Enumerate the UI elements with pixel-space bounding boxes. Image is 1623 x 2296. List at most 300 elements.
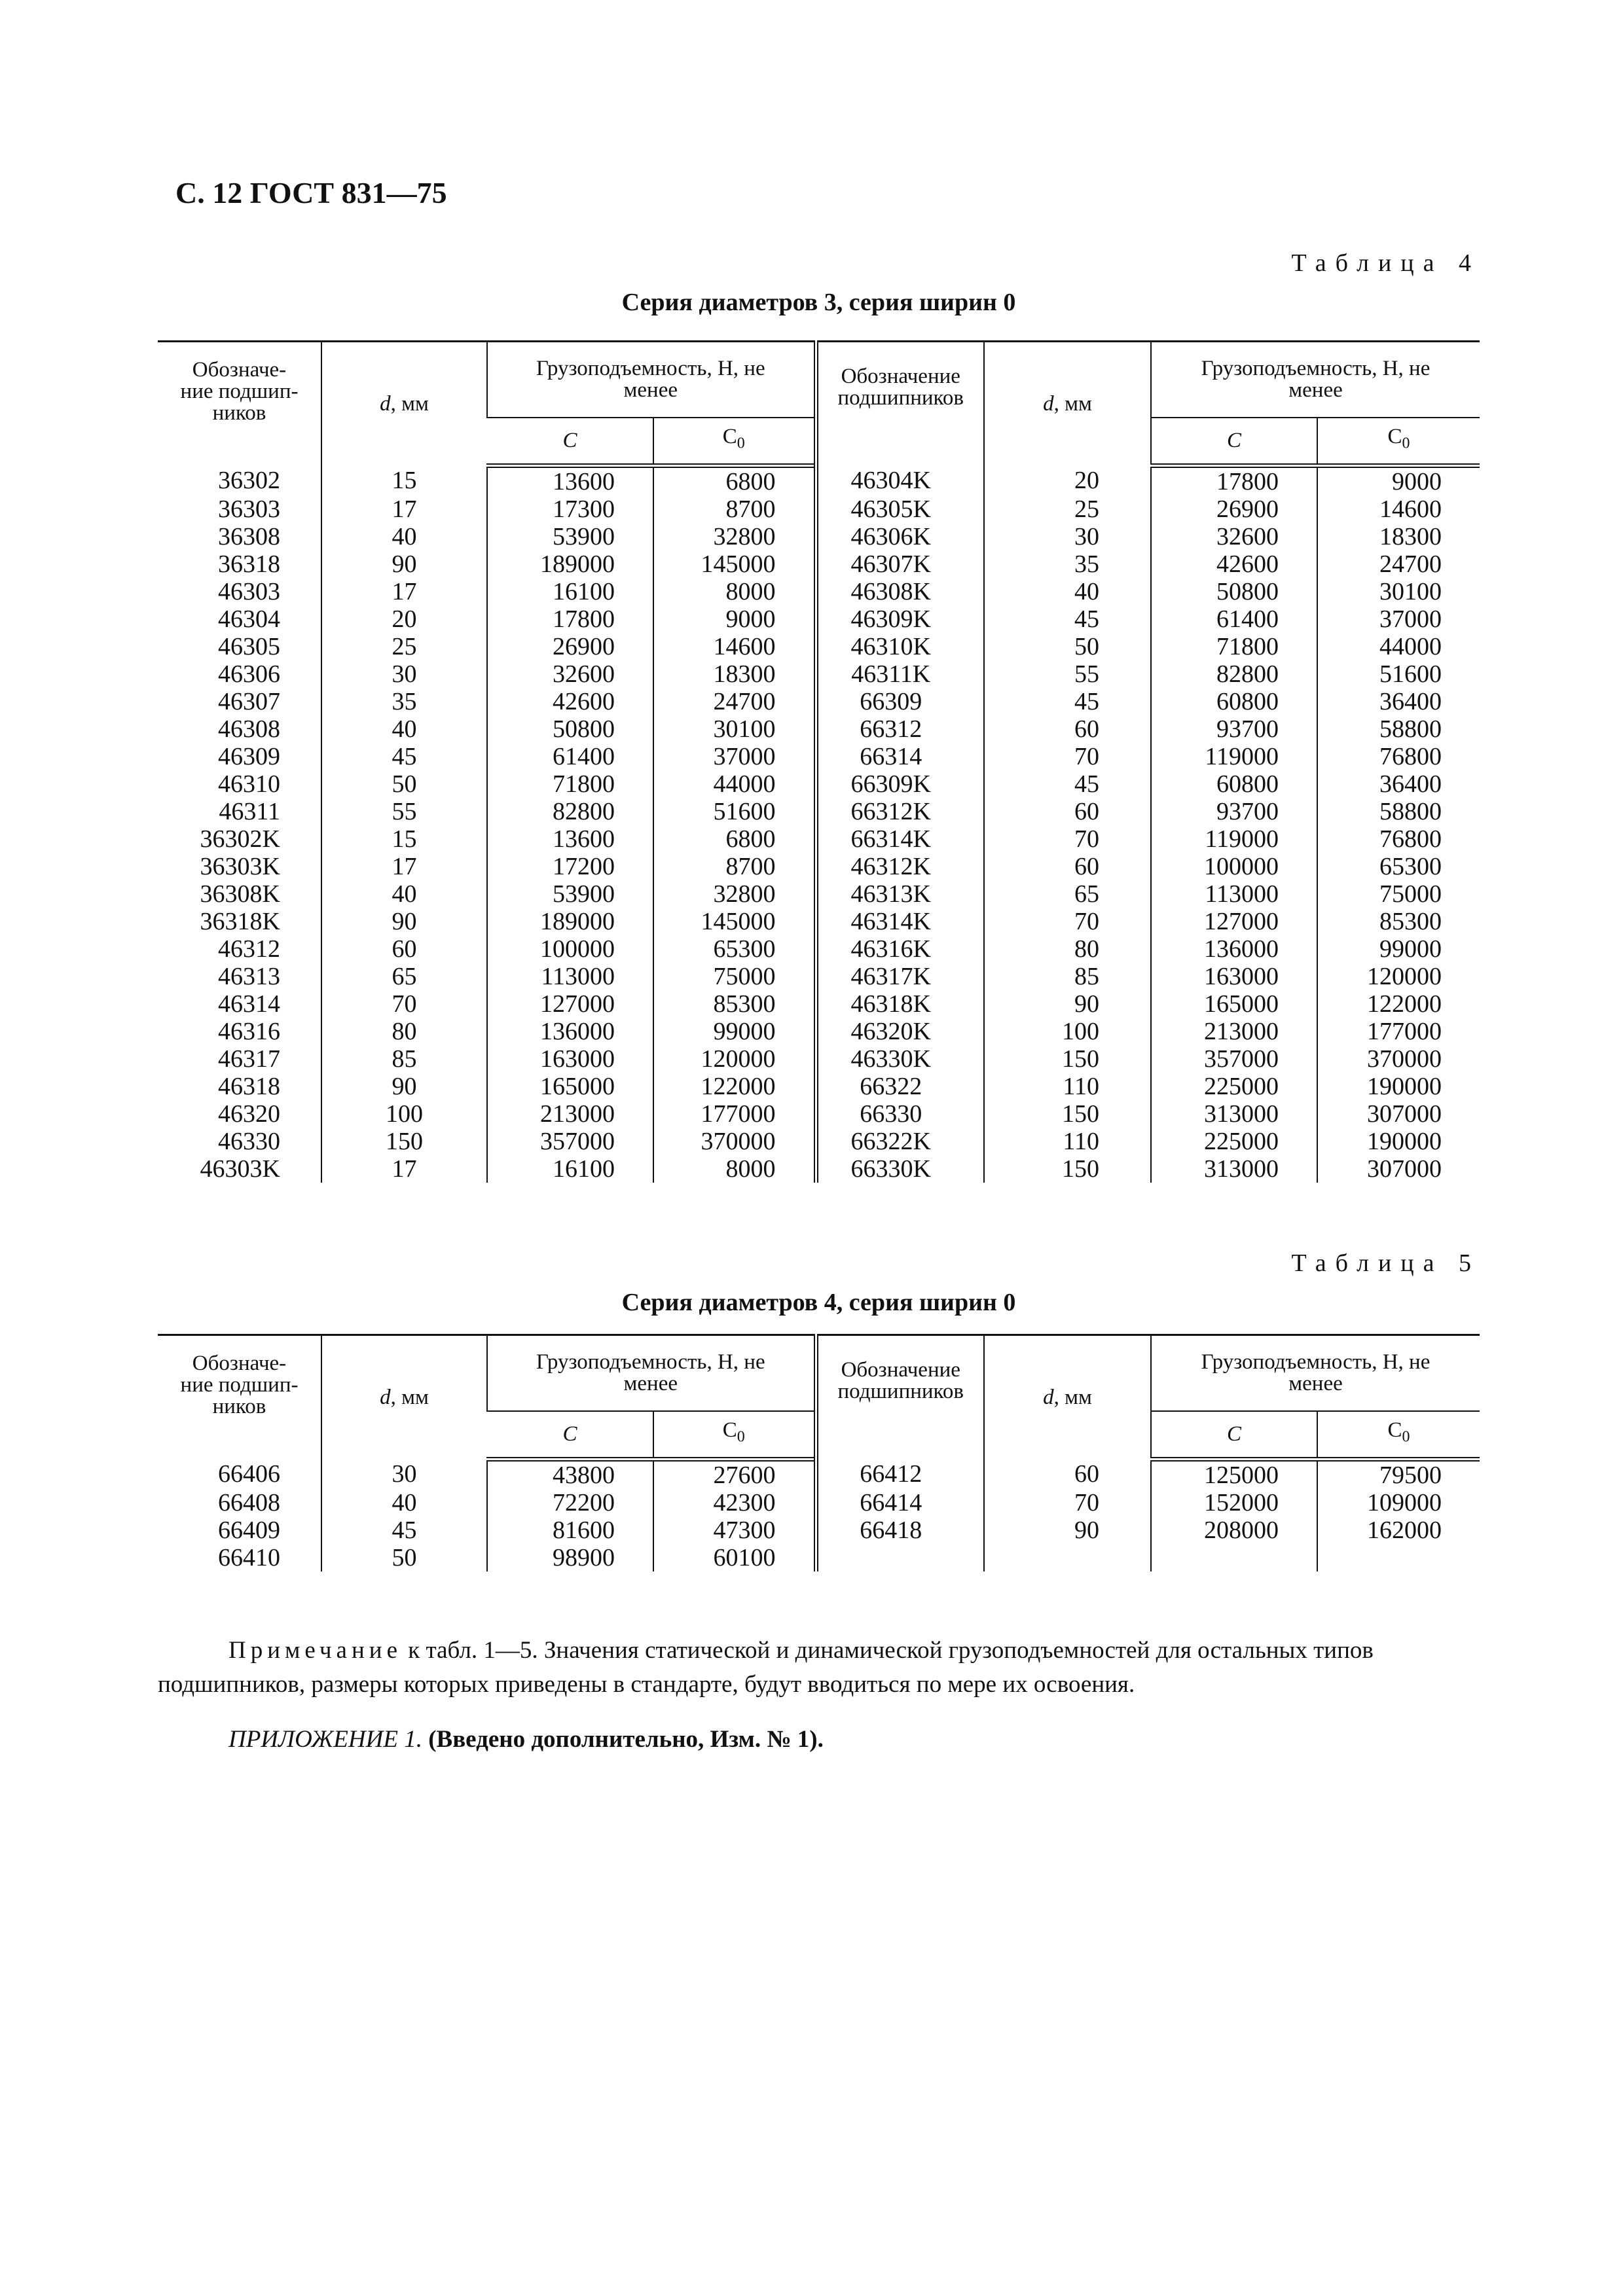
designation-cell: 66309 [816, 688, 984, 715]
d-cell: 80 [321, 1018, 487, 1045]
d-cell [984, 1544, 1151, 1571]
table-row [158, 963, 1480, 990]
designation-cell: 46309 [218, 743, 280, 770]
table4 [158, 340, 1480, 1183]
table-row [158, 1155, 1480, 1183]
note-lead: Примечание [228, 1637, 402, 1664]
designation-cell: 46318 [218, 1073, 280, 1100]
c0-cell: 36400 [1317, 688, 1480, 715]
header-c0 [1317, 1411, 1480, 1460]
header-capacity [487, 342, 816, 418]
d-symbol: d [380, 391, 391, 416]
c0-cell: 8000 [653, 1155, 816, 1183]
d-cell: 30 [984, 523, 1151, 550]
c-cell: 136000 [487, 1018, 653, 1045]
c0-header: C [722, 1418, 737, 1443]
c-cell: 32600 [487, 660, 653, 688]
c-cell: 127000 [1151, 908, 1317, 935]
table-row [158, 935, 1480, 963]
d-unit: , мм [1053, 1385, 1092, 1409]
header-capacity [487, 1335, 816, 1411]
header-c0 [1317, 418, 1480, 466]
d-cell: 90 [321, 1073, 487, 1100]
d-cell: 60 [321, 935, 487, 963]
c0-cell: 6800 [653, 825, 816, 853]
c0-cell: 75000 [1317, 880, 1480, 908]
designation-cell: 46316 [218, 1018, 280, 1045]
table-row [158, 880, 1480, 908]
d-cell: 45 [321, 743, 487, 770]
c-cell: 127000 [487, 990, 653, 1018]
c-cell: 93700 [1151, 798, 1317, 825]
header-c0 [653, 418, 816, 466]
c-cell: 26900 [1151, 495, 1317, 523]
c0-cell: 162000 [1317, 1516, 1480, 1544]
table-row [158, 715, 1480, 743]
c0-cell: 177000 [653, 1100, 816, 1128]
designation-cell: 46304 [218, 605, 280, 633]
designation-cell: 46305 [218, 633, 280, 660]
c-cell: 213000 [1151, 1018, 1317, 1045]
c0-cell: 6800 [653, 466, 816, 496]
c0-cell: 42300 [653, 1489, 816, 1516]
designation-cell: 46318K [816, 990, 984, 1018]
c-cell: 72200 [487, 1489, 653, 1516]
c0-cell: 120000 [1317, 963, 1480, 990]
d-cell: 50 [984, 633, 1151, 660]
c-cell: 119000 [1151, 743, 1317, 770]
c-cell: 50800 [1151, 578, 1317, 605]
c0-cell: 18300 [653, 660, 816, 688]
designation-cell: 66322 [816, 1073, 984, 1100]
designation-cell: 66330 [816, 1100, 984, 1128]
capacity-line: Грузоподъемность, Н, не [536, 356, 765, 380]
note [158, 1634, 1480, 1702]
designation-cell: 66418 [816, 1516, 984, 1544]
designation-left-line: ние подшип- [180, 380, 299, 403]
d-cell: 90 [321, 550, 487, 578]
d-cell: 17 [321, 1155, 487, 1183]
c-cell: 189000 [487, 908, 653, 935]
c0-cell: 85300 [1317, 908, 1480, 935]
designation-cell: 66312K [816, 798, 984, 825]
c-header: C [1226, 428, 1241, 452]
table-row [158, 1544, 1480, 1571]
c0-cell: 24700 [1317, 550, 1480, 578]
c-cell: 313000 [1151, 1155, 1317, 1183]
designation-cell: 46307K [816, 550, 984, 578]
table-row [158, 825, 1480, 853]
d-cell: 20 [321, 605, 487, 633]
c0-cell: 177000 [1317, 1018, 1480, 1045]
table-row [158, 770, 1480, 798]
c-cell: 189000 [487, 550, 653, 578]
table-row [158, 660, 1480, 688]
table-row [158, 466, 1480, 496]
designation-cell: 46309K [816, 605, 984, 633]
d-cell: 100 [984, 1018, 1151, 1045]
c0-cell: 32800 [653, 880, 816, 908]
c-cell: 16100 [487, 578, 653, 605]
d-cell: 30 [321, 660, 487, 688]
designation-cell: 46313 [218, 963, 280, 990]
d-cell: 150 [984, 1155, 1151, 1183]
d-cell: 15 [321, 825, 487, 853]
c0-cell: 85300 [653, 990, 816, 1018]
d-cell: 90 [984, 990, 1151, 1018]
designation-cell: 46306 [218, 660, 280, 688]
c0-cell: 307000 [1317, 1100, 1480, 1128]
c-cell: 43800 [487, 1460, 653, 1490]
c-cell: 98900 [487, 1544, 653, 1571]
c0-cell: 47300 [653, 1516, 816, 1544]
table-row [158, 798, 1480, 825]
c0-cell: 14600 [653, 633, 816, 660]
table5-label: Таблица 5 [1291, 1249, 1480, 1277]
designation-cell: 66406 [218, 1460, 280, 1488]
c0-cell: 8000 [653, 578, 816, 605]
table-row [158, 1516, 1480, 1544]
designation-cell: 46313K [816, 880, 984, 908]
designation-cell: 46330 [218, 1128, 280, 1155]
d-cell: 85 [321, 1045, 487, 1073]
c0-subscript: 0 [1402, 435, 1410, 453]
designation-cell: 66408 [218, 1489, 280, 1516]
d-cell: 65 [321, 963, 487, 990]
c-cell: 163000 [487, 1045, 653, 1073]
c-header: C [1226, 1422, 1241, 1446]
designation-cell: 66412 [816, 1460, 984, 1490]
header-c [1151, 418, 1317, 466]
c0-subscript: 0 [737, 435, 745, 453]
table4-title: Серия диаметров 3, серия ширин 0 [621, 289, 1016, 316]
d-symbol: d [1043, 1385, 1054, 1409]
c-cell: 61400 [1151, 605, 1317, 633]
capacity-line: Грузоподъемность, Н, не [536, 1350, 765, 1374]
designation-cell: 36302 [218, 467, 280, 495]
table-row [158, 1100, 1480, 1128]
d-cell: 60 [984, 715, 1151, 743]
table-row [158, 1128, 1480, 1155]
c0-cell: 58800 [1317, 798, 1480, 825]
c-header: C [562, 428, 577, 452]
c0-cell: 99000 [653, 1018, 816, 1045]
c0-cell: 190000 [1317, 1128, 1480, 1155]
c-cell: 225000 [1151, 1073, 1317, 1100]
d-cell: 70 [321, 990, 487, 1018]
designation-right-line: подшипников [837, 1380, 964, 1403]
c-cell: 225000 [1151, 1128, 1317, 1155]
table-row [158, 1073, 1480, 1100]
d-cell: 70 [984, 1489, 1151, 1516]
c0-subscript: 0 [737, 1429, 745, 1446]
c0-cell: 37000 [653, 743, 816, 770]
designation-cell: 46310 [218, 770, 280, 798]
table-row [158, 853, 1480, 880]
c0-header: C [1387, 425, 1402, 449]
designation-cell: 46314 [218, 990, 280, 1018]
c-cell: 119000 [1151, 825, 1317, 853]
table-row [158, 550, 1480, 578]
designation-cell: 66414 [816, 1489, 984, 1516]
c0-cell: 65300 [653, 935, 816, 963]
designation-cell: 36308 [218, 523, 280, 550]
capacity-line: менее [1288, 378, 1343, 402]
capacity-line: Грузоподъемность, Н, не [1201, 356, 1431, 380]
d-symbol: d [380, 1385, 391, 1409]
designation-left-line: ние подшип- [180, 1373, 299, 1397]
d-cell: 90 [984, 1516, 1151, 1544]
designation-left-line: ников [212, 401, 266, 425]
designation-right-line: Обозначение [841, 1358, 960, 1382]
c0-cell: 75000 [653, 963, 816, 990]
designation-left-line: Обозначе- [192, 358, 287, 382]
table-row [158, 633, 1480, 660]
c-cell: 165000 [1151, 990, 1317, 1018]
c-cell: 100000 [1151, 853, 1317, 880]
capacity-line: Грузоподъемность, Н, не [1201, 1350, 1431, 1374]
d-cell: 110 [984, 1073, 1151, 1100]
d-cell: 55 [984, 660, 1151, 688]
designation-cell: 46320K [816, 1018, 984, 1045]
d-cell: 30 [321, 1460, 487, 1490]
c-cell: 17200 [487, 853, 653, 880]
d-cell: 150 [984, 1100, 1151, 1128]
d-cell: 85 [984, 963, 1151, 990]
designation-cell: 46314K [816, 908, 984, 935]
c0-subscript: 0 [1402, 1429, 1410, 1446]
c0-cell: 51600 [653, 798, 816, 825]
c0-cell: 44000 [653, 770, 816, 798]
d-unit: , мм [390, 391, 429, 416]
c0-cell: 58800 [1317, 715, 1480, 743]
designation-cell: 66330K [816, 1155, 984, 1183]
d-cell: 70 [984, 825, 1151, 853]
c0-cell: 8700 [653, 853, 816, 880]
header-d [984, 342, 1151, 466]
c-cell: 82800 [487, 798, 653, 825]
d-cell: 15 [321, 466, 487, 496]
designation-cell: 66312 [816, 715, 984, 743]
c-cell: 82800 [1151, 660, 1317, 688]
table-row [158, 605, 1480, 633]
designation-cell: 36318 [218, 550, 280, 578]
c0-cell: 370000 [1317, 1045, 1480, 1073]
header-c [487, 1411, 653, 1460]
c-cell: 53900 [487, 523, 653, 550]
c-cell: 71800 [1151, 633, 1317, 660]
d-cell: 17 [321, 578, 487, 605]
d-cell: 55 [321, 798, 487, 825]
c-cell: 165000 [487, 1073, 653, 1100]
d-cell: 35 [984, 550, 1151, 578]
d-unit: , мм [1053, 391, 1092, 416]
c0-cell: 307000 [1317, 1155, 1480, 1183]
designation-cell: 36303 [218, 495, 280, 523]
c-cell: 60800 [1151, 770, 1317, 798]
c0-cell: 37000 [1317, 605, 1480, 633]
d-cell: 65 [984, 880, 1151, 908]
c0-cell [1317, 1544, 1480, 1571]
designation-cell: 66409 [218, 1516, 280, 1544]
designation-cell: 46311K [816, 660, 984, 688]
c0-header: C [1387, 1418, 1402, 1443]
designation-cell: 66322K [816, 1128, 984, 1155]
d-cell: 60 [984, 1460, 1151, 1490]
c0-cell: 30100 [653, 715, 816, 743]
header-c0 [653, 1411, 816, 1460]
table-row [158, 1045, 1480, 1073]
d-cell: 60 [984, 853, 1151, 880]
c-cell: 60800 [1151, 688, 1317, 715]
c-header: C [562, 1422, 577, 1446]
d-cell: 17 [321, 853, 487, 880]
c-cell: 208000 [1151, 1516, 1317, 1544]
c0-cell: 24700 [653, 688, 816, 715]
designation-cell: 46312 [218, 935, 280, 963]
note-text: к табл. 1—5. Значения статической и динамической грузоподъемностей для остальных типов подшипников, размеры которых приведены в стандарте, будут вводиться по мере их освоения. [158, 1637, 1374, 1698]
c-cell: 93700 [1151, 715, 1317, 743]
designation-right-line: Обозначение [841, 365, 960, 388]
d-cell: 150 [321, 1128, 487, 1155]
c-cell: 26900 [487, 633, 653, 660]
c0-header: C [722, 425, 737, 449]
header-d [321, 1335, 487, 1460]
c0-cell: 79500 [1317, 1460, 1480, 1490]
table4-label: Таблица 4 [1291, 249, 1480, 277]
designation-cell: 36318K [200, 908, 280, 935]
page-header: С. 12 ГОСТ 831—75 [175, 176, 447, 209]
c-cell: 71800 [487, 770, 653, 798]
d-cell: 45 [321, 1516, 487, 1544]
c0-cell: 8700 [653, 495, 816, 523]
d-cell: 100 [321, 1100, 487, 1128]
c0-cell: 60100 [653, 1544, 816, 1571]
d-cell: 60 [984, 798, 1151, 825]
appendix-note [228, 1725, 824, 1753]
d-cell: 40 [321, 523, 487, 550]
c0-cell: 9000 [653, 605, 816, 633]
designation-cell: 46307 [218, 688, 280, 715]
c0-cell: 120000 [653, 1045, 816, 1073]
d-cell: 90 [321, 908, 487, 935]
c-cell: 42600 [487, 688, 653, 715]
c-cell: 136000 [1151, 935, 1317, 963]
c-cell: 213000 [487, 1100, 653, 1128]
c-cell: 53900 [487, 880, 653, 908]
d-cell: 110 [984, 1128, 1151, 1155]
designation-cell: 46308 [218, 715, 280, 743]
c0-cell: 18300 [1317, 523, 1480, 550]
designation-cell: 46316K [816, 935, 984, 963]
designation-cell: 46303 [218, 578, 280, 605]
c-cell: 17800 [487, 605, 653, 633]
designation-cell: 46310K [816, 633, 984, 660]
d-cell: 45 [984, 605, 1151, 633]
c-cell: 357000 [1151, 1045, 1317, 1073]
table-row [158, 495, 1480, 523]
d-cell: 70 [984, 908, 1151, 935]
c0-cell: 76800 [1317, 743, 1480, 770]
c-cell: 17800 [1151, 466, 1317, 496]
designation-cell [816, 1544, 984, 1571]
c0-cell: 122000 [1317, 990, 1480, 1018]
designation-cell: 46305K [816, 495, 984, 523]
designation-cell: 46317 [218, 1045, 280, 1073]
c0-cell: 44000 [1317, 633, 1480, 660]
designation-right-line: подшипников [837, 386, 964, 410]
c-cell: 113000 [487, 963, 653, 990]
designation-cell: 46303K [200, 1155, 280, 1183]
table-row [158, 1460, 1480, 1490]
d-cell: 50 [321, 1544, 487, 1571]
c0-cell: 65300 [1317, 853, 1480, 880]
header-c [487, 418, 653, 466]
c0-cell: 51600 [1317, 660, 1480, 688]
appendix-text: (Введено дополнительно, Изм. № 1). [422, 1726, 824, 1753]
d-cell: 50 [321, 770, 487, 798]
d-cell: 25 [321, 633, 487, 660]
designation-cell: 46306K [816, 523, 984, 550]
designation-cell: 36303K [200, 853, 280, 880]
c0-cell: 145000 [653, 908, 816, 935]
table5-title: Серия диаметров 4, серия ширин 0 [621, 1289, 1016, 1316]
c-cell: 17300 [487, 495, 653, 523]
d-symbol: d [1043, 391, 1054, 416]
designation-cell: 36308K [200, 880, 280, 908]
designation-cell: 46330K [816, 1045, 984, 1073]
c-cell: 16100 [487, 1155, 653, 1183]
header-capacity [1151, 342, 1480, 418]
c0-cell: 27600 [653, 1460, 816, 1490]
appendix-title: ПРИЛОЖЕНИЕ 1. [228, 1726, 422, 1753]
d-cell: 45 [984, 770, 1151, 798]
d-cell: 17 [321, 495, 487, 523]
header-d [984, 1335, 1151, 1460]
designation-cell: 46320 [218, 1100, 280, 1128]
designation-cell: 46317K [816, 963, 984, 990]
table-row [158, 743, 1480, 770]
designation-cell: 36302K [200, 825, 280, 853]
c0-cell: 76800 [1317, 825, 1480, 853]
c0-cell: 145000 [653, 550, 816, 578]
c0-cell: 190000 [1317, 1073, 1480, 1100]
c-cell: 163000 [1151, 963, 1317, 990]
c-cell: 61400 [487, 743, 653, 770]
designation-cell: 46308K [816, 578, 984, 605]
designation-cell: 66410 [218, 1544, 280, 1571]
d-cell: 40 [321, 715, 487, 743]
table-row [158, 1489, 1480, 1516]
d-cell: 35 [321, 688, 487, 715]
table5 [158, 1334, 1480, 1571]
capacity-line: менее [623, 378, 678, 402]
table-row [158, 908, 1480, 935]
c-cell: 152000 [1151, 1489, 1317, 1516]
designation-cell: 46312K [816, 853, 984, 880]
c-cell: 42600 [1151, 550, 1317, 578]
c0-cell: 370000 [653, 1128, 816, 1155]
c-cell: 13600 [487, 466, 653, 496]
c-cell [1151, 1544, 1317, 1571]
capacity-line: менее [623, 1371, 678, 1395]
capacity-line: менее [1288, 1371, 1343, 1395]
designation-cell: 66314K [816, 825, 984, 853]
d-cell: 40 [321, 1489, 487, 1516]
table-row [158, 523, 1480, 550]
c-cell: 357000 [487, 1128, 653, 1155]
c0-cell: 122000 [653, 1073, 816, 1100]
